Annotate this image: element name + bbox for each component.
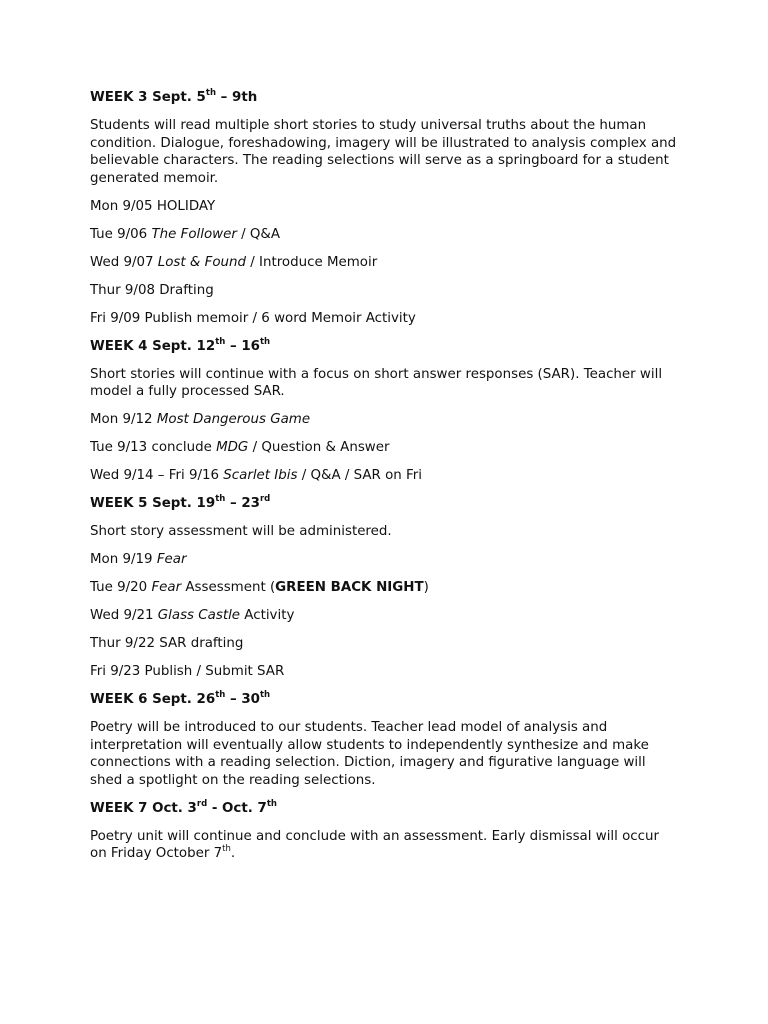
text-run: Mon 9/19 [90, 552, 157, 567]
week-heading [90, 495, 678, 513]
ordinal-suffix: th [215, 336, 226, 347]
text-run: Assessment ( [181, 580, 276, 595]
schedule-line [90, 282, 678, 300]
paragraph [90, 828, 678, 863]
text-run: – 9th [216, 90, 258, 105]
text-run: Fri 9/09 Publish memoir / 6 word Memoir Activity [90, 310, 416, 326]
text-run: – 23 [225, 496, 260, 511]
title-text: Fear [156, 552, 187, 567]
text-run: Mon 9/05 HOLIDAY [90, 198, 216, 214]
text-run: / Question & Answer [248, 440, 390, 455]
text-run: WEEK 3 Sept. 5 [90, 90, 206, 105]
ordinal-suffix: rd [196, 798, 208, 809]
week-heading [90, 338, 678, 356]
ordinal-suffix: th [215, 494, 226, 505]
bold-text: GREEN BACK NIGHT [275, 580, 424, 595]
title-text: Scarlet Ibis [223, 468, 298, 483]
text-run: Tue 9/20 [90, 580, 152, 595]
title-text: MDG [216, 440, 249, 455]
ordinal-suffix: rd [259, 494, 271, 505]
text-run: Activity [240, 608, 295, 623]
ordinal-suffix: th [215, 690, 226, 701]
text-run: Tue 9/13 conclude [90, 440, 217, 455]
week-heading [90, 691, 678, 709]
text-run: Short story assessment will be administered. [90, 524, 392, 539]
title-text: Most Dangerous Game [156, 412, 311, 427]
schedule-line [90, 310, 678, 328]
ordinal-suffix: th [259, 336, 271, 347]
text-run: Poetry unit will continue and conclude with an assessment. Early dismissal will occur on Friday October 7 [90, 828, 660, 861]
title-text: Fear [151, 580, 182, 595]
title-text: Lost & Found [157, 254, 246, 270]
ordinal-suffix: th [222, 844, 231, 855]
text-run: . [230, 846, 236, 861]
text-run: Fri 9/23 Publish / Submit SAR [90, 664, 285, 679]
text-run: ) [423, 580, 429, 595]
ordinal-suffix: th [205, 88, 216, 99]
text-run: Wed 9/21 [90, 608, 158, 623]
schedule-line [90, 523, 678, 541]
text-run: Wed 9/14 – Fri 9/16 [90, 468, 224, 483]
schedule-line [90, 551, 678, 569]
schedule-line [90, 254, 678, 272]
week-heading [90, 89, 678, 107]
text-run: / Introduce Memoir [245, 254, 378, 270]
schedule-line [90, 198, 678, 216]
ordinal-suffix: th [259, 690, 271, 701]
schedule-line [90, 663, 678, 681]
text-run: WEEK 4 Sept. 12 [90, 338, 216, 354]
paragraph [90, 719, 678, 789]
ordinal-suffix: th [266, 798, 277, 809]
text-run: WEEK 5 Sept. 19 [90, 496, 216, 511]
text-run: Thur 9/08 Drafting [90, 282, 214, 298]
schedule-line [90, 467, 678, 485]
schedule-line [90, 226, 678, 244]
week-heading [90, 800, 678, 818]
text-run: Mon 9/12 [90, 412, 157, 427]
text-run: – 30 [225, 692, 260, 707]
text-run: Students will read multiple short stories to study universal truths about the human condition. Dialogue, foreshadowing, imagery will be illustrated to analysis complex and believable characters. The reading selections will serve as a springboard for a student generated memoir. [90, 118, 677, 186]
text-run: Thur 9/22 SAR drafting [90, 636, 244, 651]
text-run: Wed 9/07 [90, 254, 158, 270]
schedule-line [90, 607, 678, 625]
text-run: – 16 [225, 338, 260, 354]
text-run: WEEK 7 Oct. 3 [90, 800, 197, 816]
text-run: Tue 9/06 [90, 226, 152, 242]
title-text: Glass Castle [157, 608, 241, 623]
text-run: WEEK 6 Sept. 26 [90, 692, 216, 707]
text-run: Poetry will be introduced to our students. Teacher lead model of analysis and interpretation will eventually allow students to independently synthesize and make connections with a reading selection. Diction, imagery and figurative language will shed a spotlight on the reading selections. [90, 720, 649, 788]
text-run: / Q&A / SAR on Fri [297, 468, 423, 483]
text-run: - Oct. 7 [207, 800, 267, 816]
schedule-line [90, 635, 678, 653]
schedule-line [90, 439, 678, 457]
paragraph [90, 117, 678, 187]
text-run: Short stories will continue with a focus on short answer responses (SAR). Teacher will model a fully processed SAR. [90, 366, 663, 399]
schedule-line [90, 579, 678, 597]
text-run: / Q&A [236, 226, 281, 242]
paragraph [90, 366, 678, 401]
title-text: The Follower [151, 226, 237, 242]
schedule-line [90, 411, 678, 429]
